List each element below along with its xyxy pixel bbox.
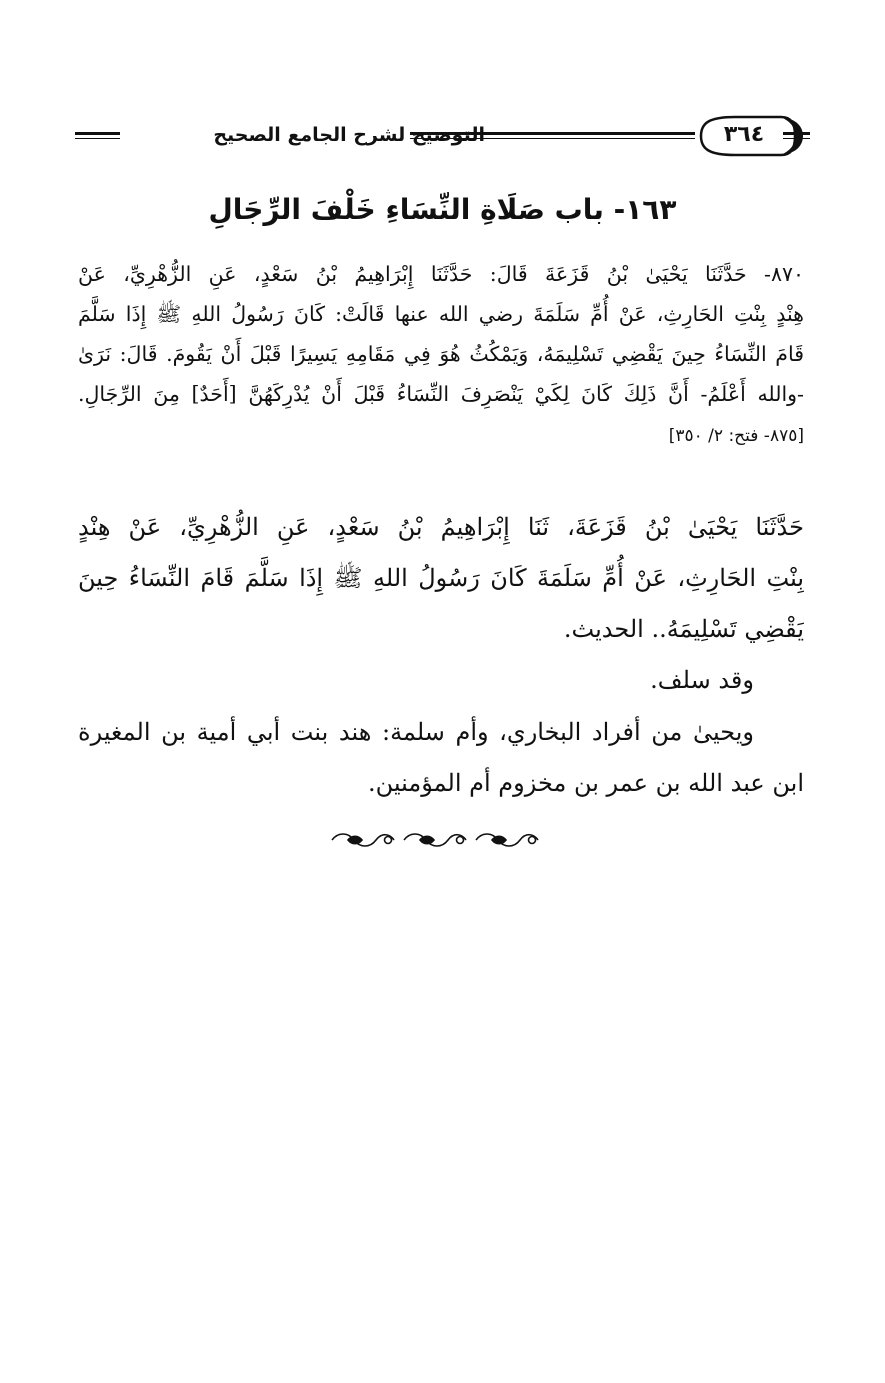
paragraph-line: ابن عبد الله بن عمر بن مخزوم أم المؤمنين. [368, 769, 804, 797]
commentary-paragraph [78, 707, 804, 809]
hadith-line: -والله أَعْلَمُ- أَنَّ ذَلِكَ كَانَ لِكَيْ يَنْصَرِفَ النِّسَاءُ قَبْلَ أَنْ يُدْرِكَهُنَّ [أَحَدٌ] مِنَ الرِّجَالِ. [78, 382, 804, 406]
hadith-reference: [٨٧٥- فتح: ٢/ ٣٥٠] [668, 426, 804, 446]
chapter-heading: ١٦٣- باب صَلَاةِ النِّسَاءِ خَلْفَ الرِّجَالِ [208, 193, 677, 226]
paragraph-line: حَدَّثَنَا يَحْيَىٰ بْنُ قَزَعَةَ، ثَنَا إِبْرَاهِيمُ بْنُ سَعْدٍ، عَنِ الزُّهْرِيِّ، عَنْ هِنْدٍ [78, 513, 804, 541]
paragraph-line: وقد سلف. [650, 666, 754, 694]
hadith-line: ٨٧٠- حَدَّثَنَا يَحْيَىٰ بْنُ قَزَعَةَ قَالَ: حَدَّثَنَا إِبْرَاهِيمُ بْنُ سَعْدٍ، عَنِ الزُّهْرِيِّ، عَنْ [78, 262, 804, 286]
commentary-paragraph [78, 655, 804, 706]
hadith-line: قَامَ النِّسَاءُ حِينَ يَقْضِي تَسْلِيمَهُ، وَيَمْكُثُ هُوَ فِي مَقَامِهِ يَسِيرًا قَبْلَ أَنْ يَقُومَ. قَالَ: نَرَىٰ [78, 342, 804, 366]
floral-divider-icon [320, 828, 550, 852]
page-number: ٣٦٤ [723, 122, 765, 147]
running-title: التوضيح لشرح الجامع الصحيح [213, 124, 485, 146]
paragraph-line: يَقْضِي تَسْلِيمَهُ.. الحديث. [563, 615, 804, 643]
header-rule-middle [410, 132, 695, 135]
paragraph-line: بِنْتِ الحَارِثِ، عَنْ أُمِّ سَلَمَةَ كَانَ رَسُولُ اللهِ ﷺ إِذَا سَلَّمَ قَامَ النِّسَاءُ حِينَ [78, 564, 804, 592]
hadith-line: هِنْدٍ بِنْتِ الحَارِثِ، عَنْ أُمِّ سَلَمَةَ رضي الله عنها قَالَتْ: كَانَ رَسُولُ اللهِ ﷺ إِذَا سَلَّمَ [78, 302, 804, 326]
paragraph-line: ويحيىٰ من أفراد البخاري، وأم سلمة: هند بنت أبي أمية بن المغيرة [78, 718, 754, 746]
running-header [75, 110, 810, 165]
page-number-frame [695, 113, 807, 159]
header-rule-left [75, 132, 120, 135]
hadith-reference-line [78, 414, 804, 454]
hadith-block [78, 254, 804, 454]
commentary-paragraph [78, 502, 804, 655]
header-rule-right [783, 132, 810, 135]
